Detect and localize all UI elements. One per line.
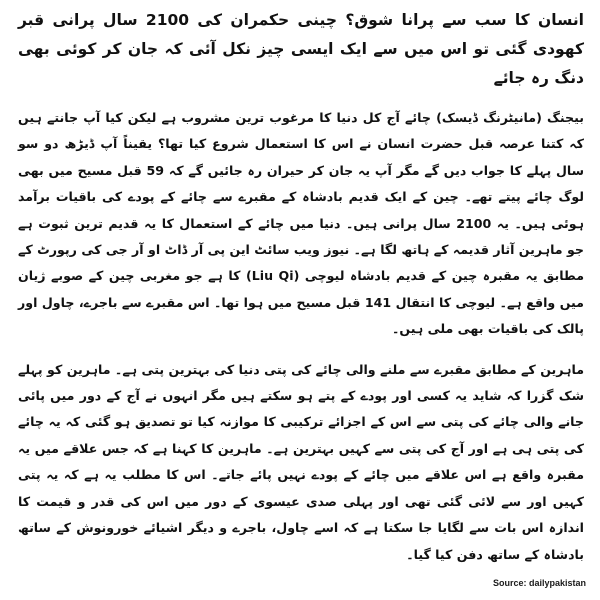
article-headline: انسان کا سب سے پرانا شوق؟ چینی حکمران کی 2100 سال پرانی قبر کھودی گئی تو اس میں سے ایک ایسی چیز نکل آئی کہ جان کر کوئی بھی دنگ رہ جائے	[18, 11, 584, 87]
article	[18, 6, 584, 568]
source-credit: Source: dailypakistan	[492, 578, 586, 588]
article-paragraph-2: ماہرین کے مطابق مقبرے سے ملنے والی چائے کی پتی دنیا کی بہترین پتی ہے۔ ماہرین کو پہلے شک گزرا کہ شاید یہ کسی اور پودے کے پتے ہو سکتے ہیں مگر انہوں نے آج کے دور میں پائی جانے والی چائے کی پتی سے اس کے اجزائے ترکیبی کا موازنہ کیا تو تصدیق ہو گئی کہ یہ چائے کی پتی ہی ہے اور آج کی پتی سے کہیں بہترین ہے۔ ماہرین کا کہنا ہے کہ جس علاقے میں یہ مقبرہ واقع ہے اس علاقے میں چائے کے پودے نہیں پائے جاتے۔ اس کا مطلب یہ ہے کہ یہ پتی کہیں اور سے لائی گئی تھی اور پہلی صدی عیسوی کے دور میں اس کی قدر و قیمت کا اندازہ اس بات سے لگایا جا سکتا ہے کہ اسے چاول، باجرے و دیگر اشیائے خورونوش کے ساتھ بادشاہ کے ساتھ دفن کیا گیا۔	[18, 361, 584, 562]
article-paragraph-1: بیجنگ (مانیٹرنگ ڈیسک) چائے آج کل دنیا کا مرغوب ترین مشروب ہے لیکن کیا آپ جانتے ہیں کہ کتنا عرصہ قبل حضرت انسان نے اس کا استعمال شروع کیا تھا؟ یقیناً آپ ڈیڑھ دو سو سال پہلے کا جواب دیں گے مگر آپ یہ جان کر حیران رہ جائیں گے کہ 59 قبل مسیح میں بھی لوگ چائے پیتے تھے۔ چین کے ایک قدیم بادشاہ کے مقبرے سے چائے کے پودے کی باقیات برآمد ہوئی ہیں۔ یہ 2100 سال پرانی ہیں۔ دنیا میں چائے کے استعمال کا یہ قدیم ترین ثبوت ہے جو ماہرین آثار قدیمہ کے ہاتھ لگا ہے۔ نیوز ویب سائٹ این پی آر ڈاٹ او آر جی کی رپورٹ کے مطابق یہ مقبرہ چین کے قدیم بادشاہ لیوچی (Liu Qi) کا ہے جو مغربی چین کے صوبے ژیان میں واقع ہے۔ لیوچی کا انتقال 141 قبل مسیح میں ہوا تھا۔ اس مقبرے سے باجرے، چاول اور پالک کی باقیات بھی ملی ہیں۔	[18, 110, 584, 337]
